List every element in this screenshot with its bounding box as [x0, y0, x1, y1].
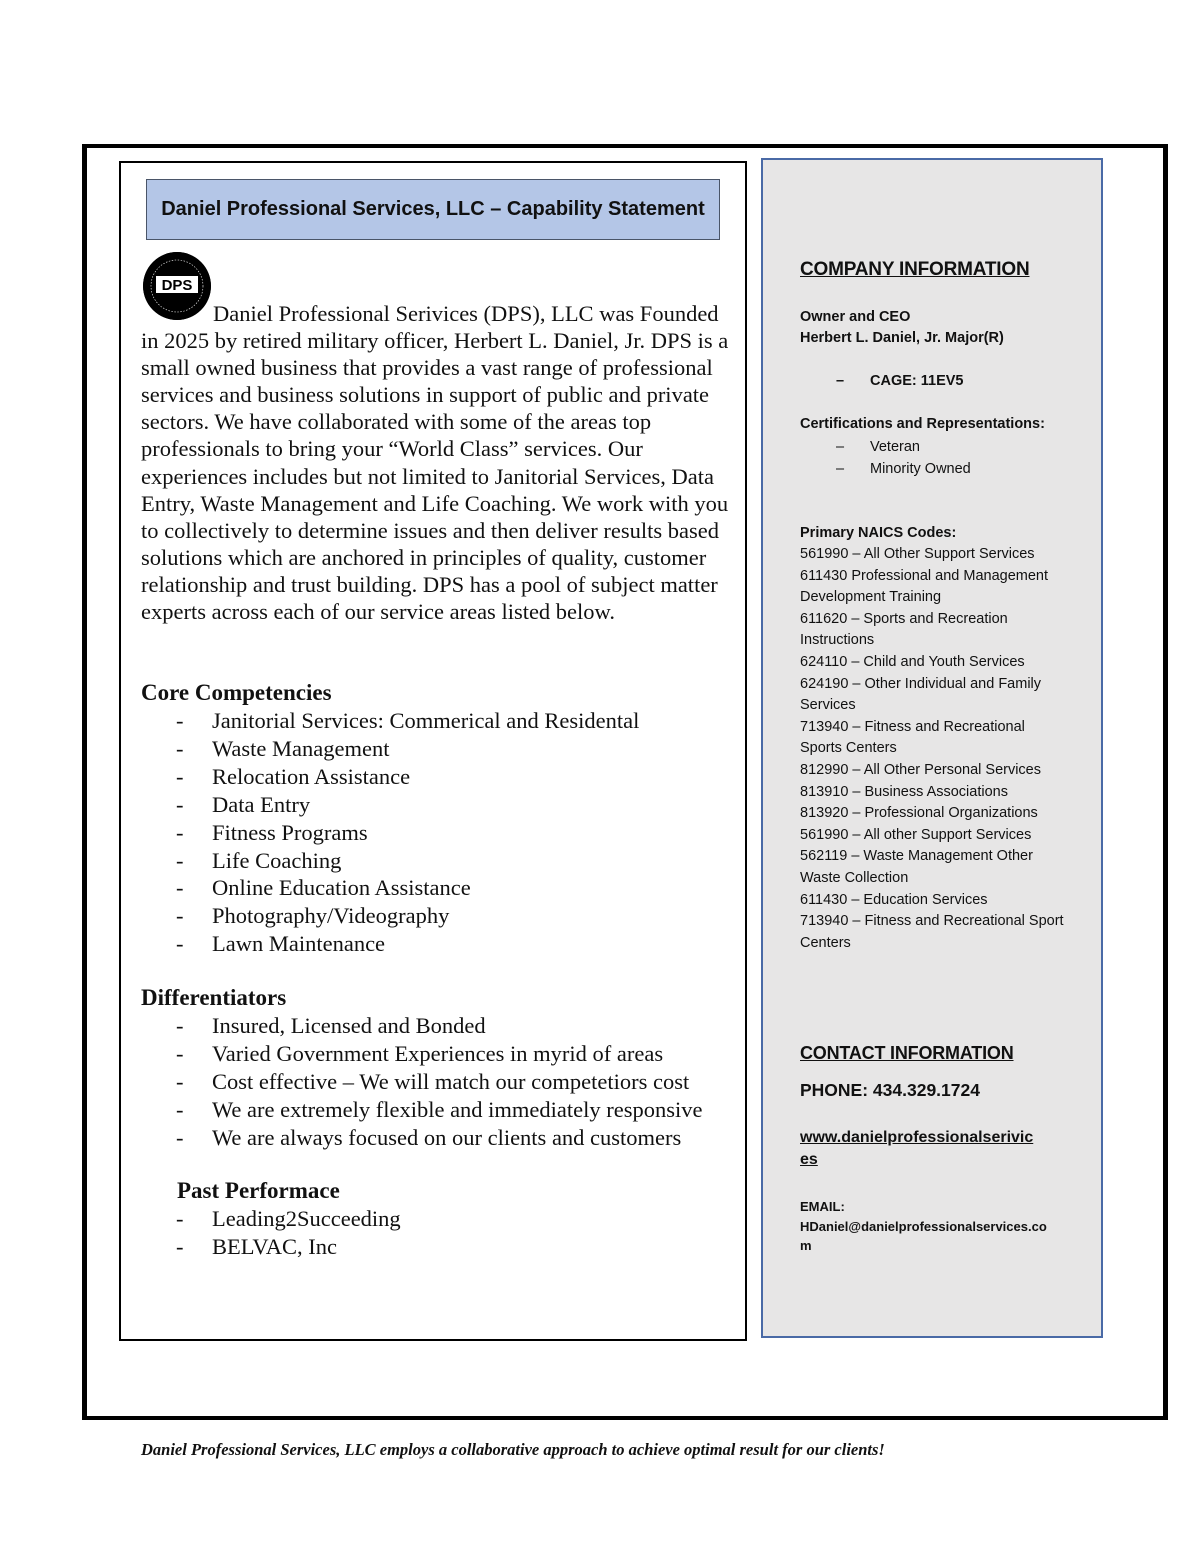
- footer-tagline: Daniel Professional Services, LLC employs a collaborative approach to achieve optimal result for our clients!: [141, 1440, 885, 1459]
- differentiator-item-text: Cost effective – We will match our competetiors cost: [212, 1068, 690, 1094]
- core-competency-item: [176, 847, 639, 875]
- website-line-1: www.danielprofessionalserivic: [800, 1129, 1034, 1146]
- naics-code-item: 813920 – Professional Organizations: [800, 805, 1038, 822]
- core-competency-item: [176, 902, 639, 930]
- dash-bullet: –: [836, 461, 845, 477]
- differentiator-item: [176, 1068, 703, 1096]
- certifications-list: [836, 436, 971, 480]
- naics-code-item: 561990 – All other Support Services: [800, 826, 1032, 843]
- differentiators-list: [176, 1012, 703, 1152]
- naics-code-item: 813910 – Business Associations: [800, 783, 1008, 800]
- dash-bullet: -: [176, 1233, 184, 1259]
- cage-code: CAGE: 11EV5: [870, 373, 964, 389]
- core-competency-item-text: Janitorial Services: Commerical and Residental: [212, 708, 640, 733]
- certification-item-text: Minority Owned: [870, 461, 971, 477]
- core-competency-item-text: Photography/Videography: [212, 903, 450, 929]
- naics-code-item: 713940 – Fitness and Recreational Sport Centers: [800, 913, 1064, 951]
- dash-bullet: -: [176, 1040, 184, 1066]
- dash-bullet: -: [176, 903, 184, 929]
- email-line-1: HDaniel@danielprofessionalservices.co: [800, 1218, 1047, 1234]
- differentiator-item: [176, 1012, 703, 1040]
- dash-bullet: -: [176, 1206, 184, 1231]
- page-title: Daniel Professional Services, LLC – Capability Statement: [146, 179, 720, 240]
- core-competency-item-text: Lawn Maintenance: [212, 931, 386, 957]
- website-link[interactable]: [800, 1127, 1033, 1170]
- dash-bullet: -: [176, 847, 184, 873]
- core-competency-item-text: Online Education Assistance: [212, 875, 471, 901]
- naics-code-item: 611430 – Education Services: [800, 891, 988, 908]
- differentiator-item-text: Varied Government Experiences in myrid of areas: [212, 1040, 664, 1066]
- naics-code-item: 562119 – Waste Management Other Waste Collection: [800, 848, 1033, 886]
- owner-name: Herbert L. Daniel, Jr. Major(R): [800, 330, 1004, 346]
- differentiator-item-text: We are always focused on our clients and customers: [212, 1124, 682, 1150]
- email-block: [800, 1197, 1047, 1256]
- differentiator-item: [176, 1096, 703, 1124]
- naics-code-item: 611620 – Sports and Recreation Instructions: [800, 610, 1008, 649]
- website-line-2: es: [800, 1150, 818, 1168]
- differentiator-item: [176, 1124, 703, 1152]
- owner-label: Owner and CEO: [800, 309, 911, 325]
- dash-bullet: -: [176, 931, 184, 957]
- email-label: EMAIL:: [800, 1199, 845, 1214]
- intro-paragraph: Daniel Professional Serivices (DPS), LLC was Founded in 2025 by retired military officer, Herbert L. Daniel, Jr. DPS is a small owned business that provides a vast range of professional services and business solutions in support of public and private sectors. We have collaborated with some of the areas top professionals to bring your “World Class” services. Our experiences includes but not limited to Janitorial Services, Data Entry, Waste Management and Life Coaching. We work with you to collectively to determine issues and then deliver results based solutions which are anchored in principles of quality, customer relationship and trust building. DPS has a pool of subject matter experts across each of our service areas listed below.: [141, 301, 729, 625]
- naics-label: Primary NAICS Codes:: [800, 525, 957, 541]
- contact-info-heading: CONTACT INFORMATION: [800, 1043, 1014, 1063]
- dash-bullet: -: [176, 1124, 184, 1150]
- dash-bullet: -: [176, 1096, 184, 1122]
- naics-code-item: 624110 – Child and Youth Services: [800, 653, 1025, 670]
- core-competencies-list: [176, 707, 639, 958]
- core-competency-item: [176, 735, 639, 763]
- dash-bullet: -: [176, 708, 184, 733]
- differentiator-item-text: We are extremely flexible and immediately responsive: [212, 1096, 703, 1122]
- cage-dash: –: [836, 373, 845, 389]
- logo-text: DPS: [161, 277, 193, 294]
- past-performance-list: [176, 1205, 401, 1261]
- dash-bullet: -: [176, 735, 184, 761]
- certification-item-text: Veteran: [870, 439, 920, 455]
- naics-code-item: 611430 Professional and Management Development Training: [800, 567, 1049, 606]
- past-performance-item-text: BELVAC, Inc: [212, 1233, 338, 1259]
- dash-bullet: –: [836, 439, 845, 455]
- certification-item: [836, 436, 971, 458]
- email-address[interactable]: [800, 1217, 1047, 1256]
- differentiator-item-text: Insured, Licensed and Bonded: [212, 1013, 486, 1038]
- core-competency-item-text: Fitness Programs: [212, 819, 368, 845]
- email-line-2: m: [800, 1238, 812, 1253]
- naics-code-item: 561990 – All Other Support Services: [800, 546, 1035, 562]
- dash-bullet: -: [176, 1068, 184, 1094]
- core-competency-item: [176, 874, 639, 902]
- core-competency-item: [176, 707, 639, 735]
- past-performance-heading: Past Performace: [177, 1178, 340, 1203]
- dash-bullet: -: [176, 819, 184, 845]
- naics-code-item: 713940 – Fitness and Recreational Sports Centers: [800, 718, 1025, 757]
- certification-item: [836, 458, 971, 480]
- dash-bullet: -: [176, 1013, 184, 1038]
- naics-list: [800, 544, 1070, 954]
- dash-bullet: -: [176, 791, 184, 817]
- core-competencies-heading: Core Competencies: [141, 680, 332, 705]
- core-competency-item: [176, 791, 639, 819]
- differentiators-heading: Differentiators: [141, 985, 287, 1010]
- naics-code-item: 624190 – Other Individual and Family Services: [800, 675, 1042, 714]
- company-info-heading: COMPANY INFORMATION: [800, 259, 1030, 280]
- core-competency-item: [176, 930, 639, 958]
- core-competency-item: [176, 763, 639, 791]
- core-competency-item-text: Life Coaching: [212, 847, 342, 873]
- past-performance-item: [176, 1233, 401, 1261]
- core-competency-item-text: Waste Management: [212, 735, 390, 761]
- phone-number: PHONE: 434.329.1724: [800, 1080, 980, 1100]
- dash-bullet: -: [176, 763, 184, 789]
- differentiator-item: [176, 1040, 703, 1068]
- past-performance-item-text: Leading2Succeeding: [212, 1206, 401, 1231]
- certifications-label: Certifications and Representations:: [800, 416, 1045, 432]
- naics-code-item: 812990 – All Other Personal Services: [800, 761, 1041, 778]
- dash-bullet: -: [176, 875, 184, 901]
- past-performance-item: [176, 1205, 401, 1233]
- core-competency-item-text: Relocation Assistance: [212, 763, 411, 789]
- core-competency-item-text: Data Entry: [212, 791, 311, 817]
- core-competency-item: [176, 819, 639, 847]
